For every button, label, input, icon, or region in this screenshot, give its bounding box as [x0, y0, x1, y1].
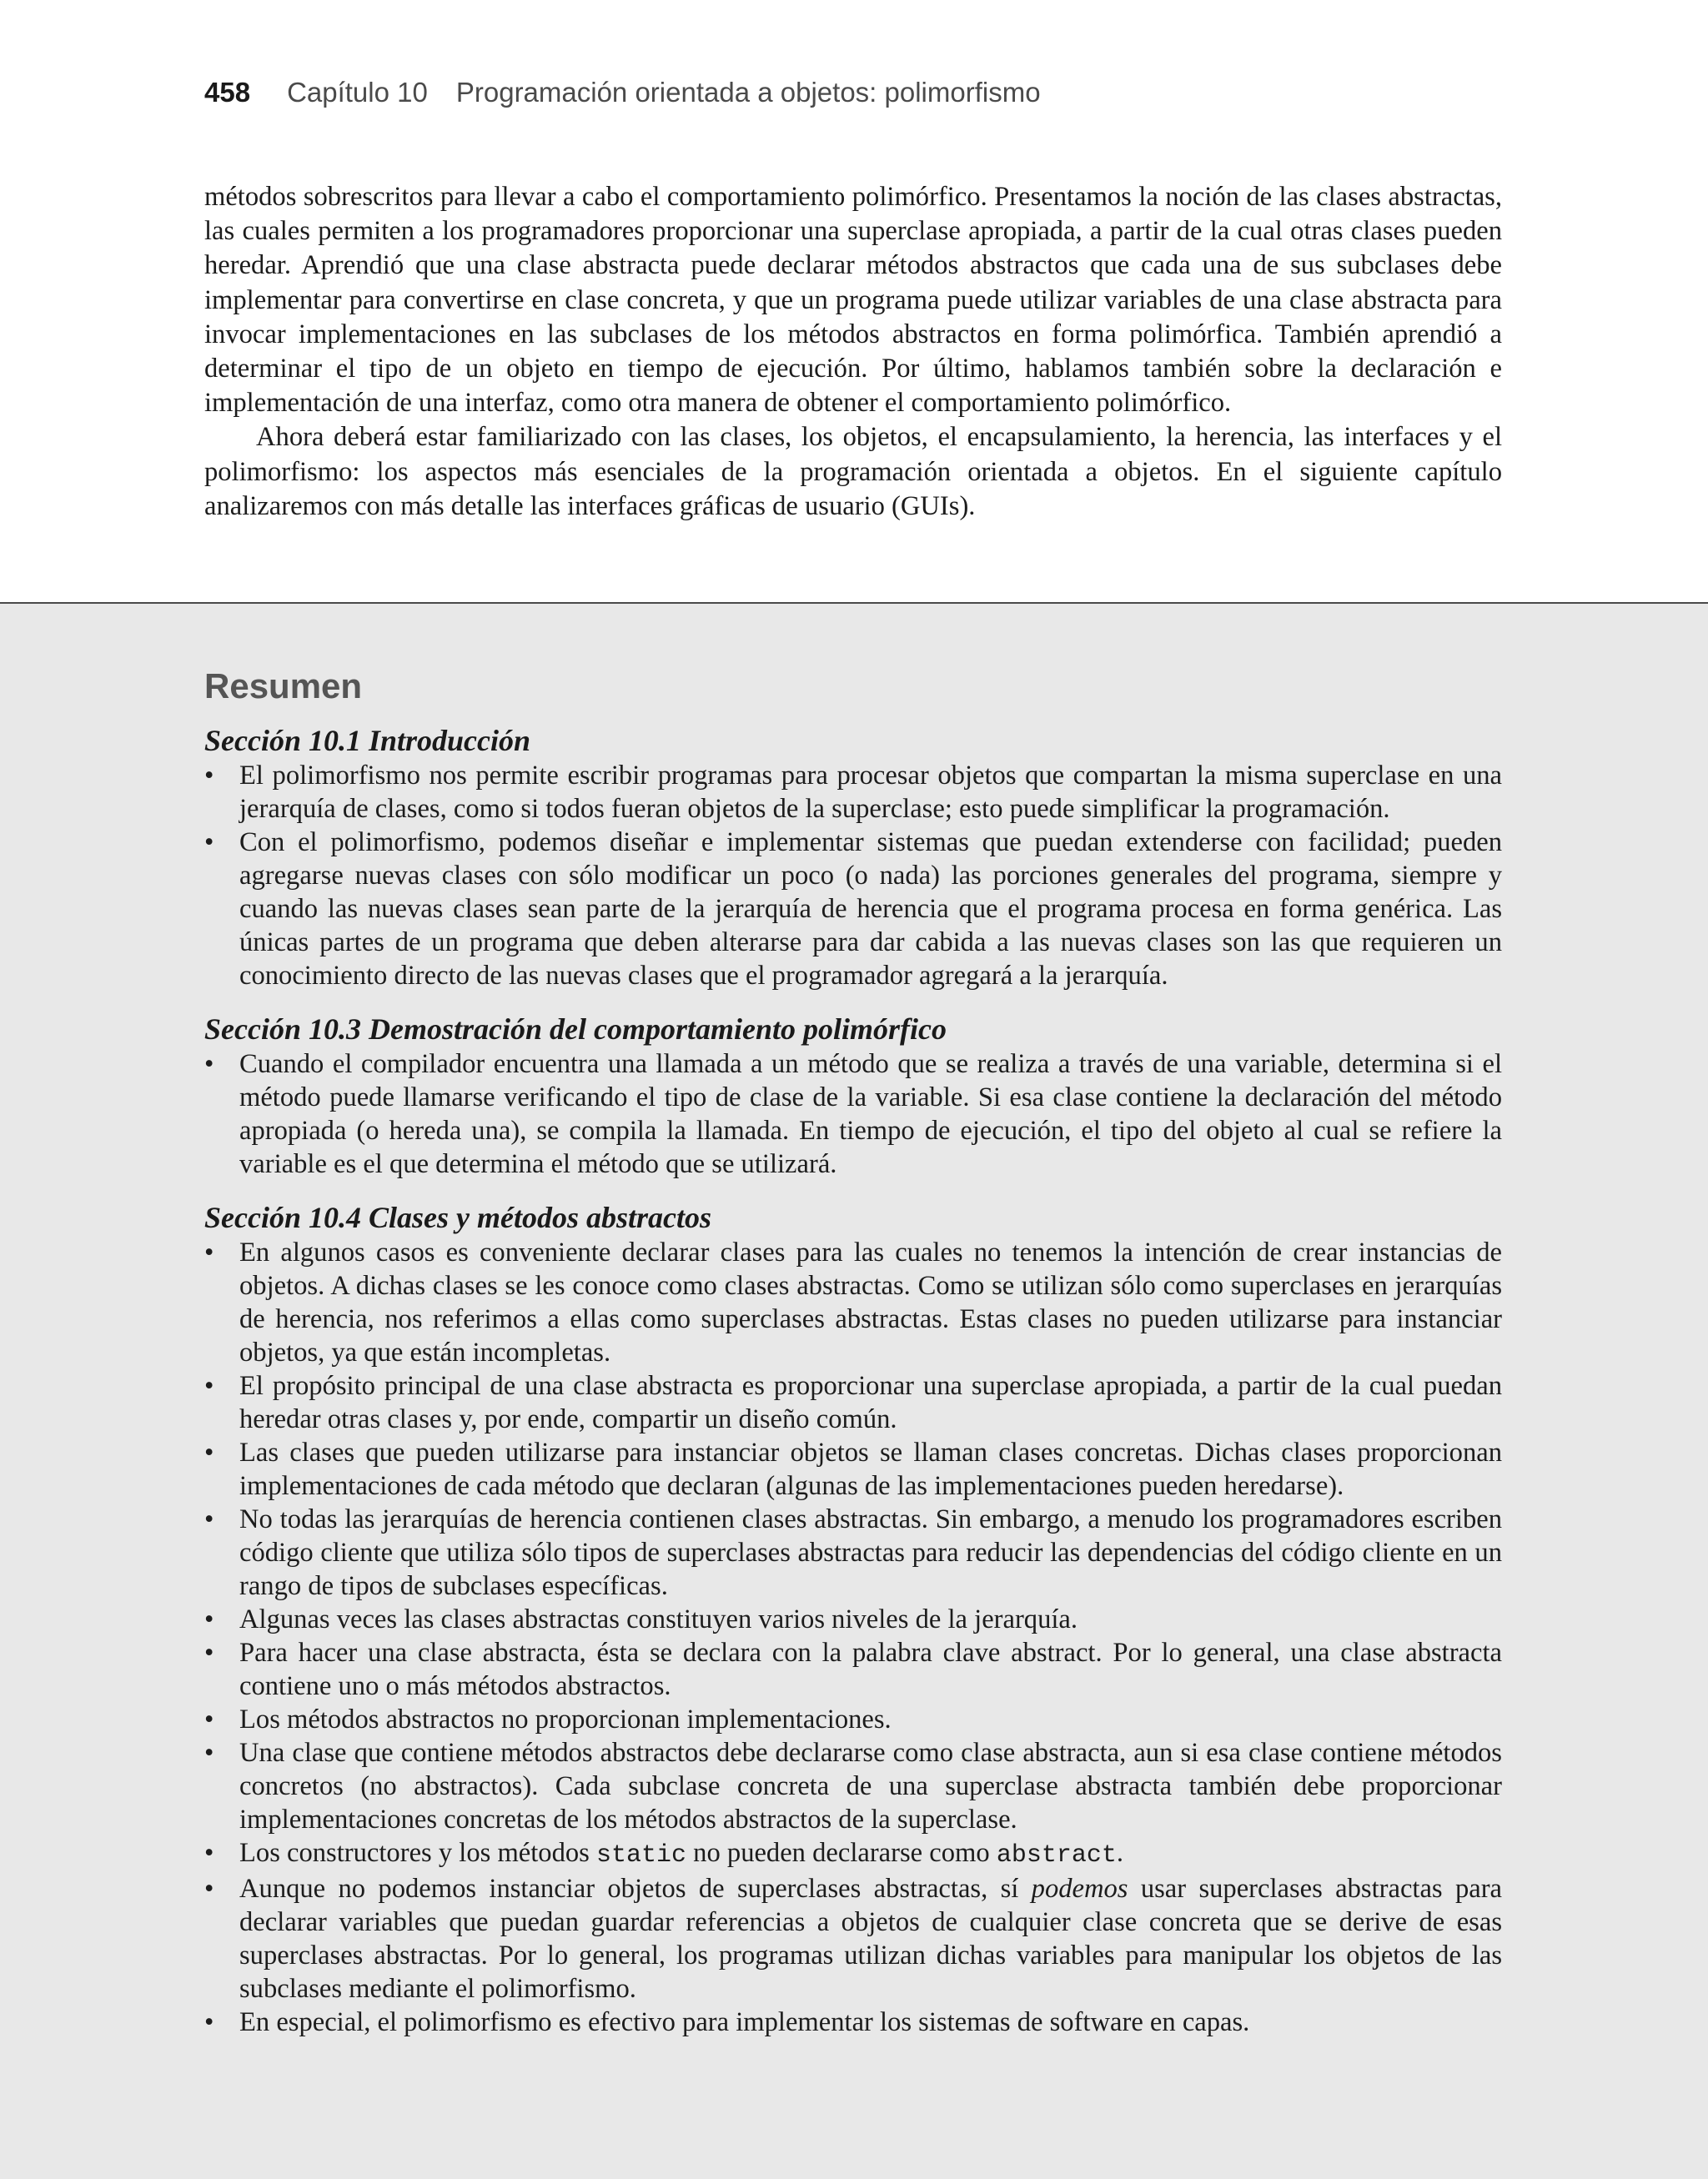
list-item: [204, 759, 1502, 826]
list-item: [204, 1636, 1502, 1703]
list-item-text: No todas las jerarquías de herencia contienen clases abstractas. Sin embargo, a menudo los programadores escriben código cliente que utiliza sólo tipos de superclases abstractas para reducir las dependencias del código cliente en un rango de tipos de subclases específicas.: [239, 1504, 1502, 1601]
bullet-list: [204, 1047, 1502, 1181]
list-item-text: El polimorfismo nos permite escribir programas para procesar objetos que compartan la misma superclase en una jerarquía de clases, como si todos fueran objetos de la superclase; esto puede simplificar la programación.: [239, 761, 1502, 824]
list-item: [204, 1603, 1502, 1636]
intro-text: [204, 180, 1502, 524]
bullet-icon: •: [204, 1049, 214, 1079]
text-run: usar superclases abstractas para declarar variables que puedan guardar referencias a objetos de cualquier clase concreta que se derive de esas superclases abstractas. Por lo general, los programas utilizan dichas variables para manipular los objetos de las subclases mediante el polimorfismo.: [239, 1874, 1502, 2004]
chapter-label: Capítulo 10: [287, 77, 428, 108]
code-keyword-static: static: [596, 1841, 687, 1870]
list-item-text: Para hacer una clase abstracta, ésta se declara con la palabra clave abstract. Por lo general, una clase abstracta contiene uno o más métodos abstractos.: [239, 1638, 1502, 1701]
list-item: [204, 1836, 1502, 1872]
bullet-icon: •: [204, 1838, 214, 1868]
list-item: [204, 1736, 1502, 1836]
list-item-text: [239, 1874, 1502, 2004]
running-header: [204, 77, 1041, 108]
list-item: [204, 1872, 1502, 2006]
list-item: [204, 826, 1502, 992]
bullet-icon: •: [204, 1238, 214, 1268]
list-item-text: Las clases que pueden utilizarse para instanciar objetos se llaman clases concretas. Dichas clases proporcionan implementaciones de cada método que declaran (algunas de las implementaciones pueden heredarse).: [239, 1438, 1502, 1501]
bullet-icon: •: [204, 827, 214, 857]
bullet-icon: •: [204, 1874, 214, 1904]
list-item-text: Una clase que contiene métodos abstractos debe declararse como clase abstracta, aun si esa clase contiene métodos concretos (no abstractos). Cada subclase concreta de una superclase abstracta también debe proporcionar implementaciones concretas de los métodos abstractos de la superclase.: [239, 1738, 1502, 1835]
intro-paragraph: métodos sobrescritos para llevar a cabo el comportamiento polimórfico. Presentamos la noción de las clases abstractas, las cuales permiten a los programadores proporcionar una superclase apropiada, a partir de la cual otras clases pueden heredar. Aprendió que una clase abstracta puede declarar métodos abstractos que cada una de sus subclases debe implementar para convertirse en clase concreta, y que un programa puede utilizar variables de una clase abstracta para invocar implementaciones en las subclases de los métodos abstractos en forma polimórfica. También aprendió a determinar el tipo de un objeto en tiempo de ejecución. Por último, hablamos también sobre la declaración e implementación de una interfaz, como otra manera de obtener el comportamiento polimórfico.: [204, 182, 1502, 419]
bullet-icon: •: [204, 1604, 214, 1634]
list-item-text: Con el polimorfismo, podemos diseñar e implementar sistemas que puedan extenderse con facilidad; pueden agregarse nuevas clases con sólo modificar un poco (o nada) las porciones generales del programa, siempre y cuando las nuevas clases sean parte de la jerarquía de herencia que el programa procesa en forma genérica. Las únicas partes de un programa que deben alterarse para dar cabida a las nuevas clases son las que requieren un conocimiento directo de las nuevas clases que el programador agregará a la jerarquía.: [239, 827, 1502, 991]
list-item: [204, 1047, 1502, 1181]
bullet-icon: •: [204, 1504, 214, 1534]
text-run: Los constructores y los métodos: [239, 1838, 596, 1868]
summary-content: [204, 664, 1502, 2039]
bullet-icon: •: [204, 2007, 214, 2037]
list-item-text: En algunos casos es conveniente declarar clases para las cuales no tenemos la intención de crear instancias de objetos. A dichas clases se les conoce como clases abstractas. Como se utilizan sólo como superclases en jerarquías de herencia, nos referimos a ellas como superclases abstractas. Estas clases no pueden utilizarse para instanciar objetos, ya que están incompletas.: [239, 1238, 1502, 1368]
text-run: .: [1116, 1838, 1123, 1868]
list-item: [204, 1503, 1502, 1603]
bullet-icon: •: [204, 1705, 214, 1735]
text-run: Aunque no podemos instanciar objetos de superclases abstractas, sí: [239, 1874, 1032, 1904]
list-item: [204, 1436, 1502, 1503]
list-item-text: El propósito principal de una clase abstracta es proporcionar una superclase apropiada, a partir de la cual puedan heredar otras clases y, por ende, compartir un diseño común.: [239, 1371, 1502, 1434]
bullet-icon: •: [204, 1638, 214, 1668]
code-keyword-abstract: abstract: [996, 1841, 1117, 1870]
bullet-icon: •: [204, 1438, 214, 1468]
summary-heading: Resumen: [204, 666, 363, 705]
bullet-list: [204, 759, 1502, 992]
list-item: [204, 2006, 1502, 2039]
summary-panel: [0, 602, 1708, 2179]
text-run: no pueden declararse como: [686, 1838, 997, 1868]
intro-paragraph: Ahora deberá estar familiarizado con las clases, los objetos, el encapsulamiento, la herencia, las interfaces y el polimorfismo: los aspectos más esenciales de la programación orientada a objetos. En el siguiente capítulo analizaremos con más detalle las interfaces gráficas de usuario (GUIs).: [204, 422, 1502, 521]
section-heading: Sección 10.1 Introducción: [204, 724, 531, 757]
list-item-text: Algunas veces las clases abstractas constituyen varios niveles de la jerarquía.: [239, 1604, 1078, 1634]
list-item-text: [239, 1838, 1123, 1868]
list-item-text: En especial, el polimorfismo es efectivo para implementar los sistemas de software en capas.: [239, 2007, 1250, 2037]
bullet-icon: •: [204, 761, 214, 791]
page-number: 458: [204, 77, 251, 108]
section-heading: Sección 10.4 Clases y métodos abstractos: [204, 1201, 711, 1234]
bullet-icon: •: [204, 1371, 214, 1401]
list-item: [204, 1236, 1502, 1369]
list-item-text: Cuando el compilador encuentra una llamada a un método que se realiza a través de una variable, determina si el método puede llamarse verificando el tipo de clase de la variable. Si esa clase contiene la declaración del método apropiada (o hereda una), se compila la llamada. En tiempo de ejecución, el tipo del objeto al cual se refiere la variable es el que determina el método que se utilizará.: [239, 1049, 1502, 1179]
list-item: [204, 1703, 1502, 1736]
emphasis-text: podemos: [1031, 1874, 1128, 1904]
bullet-icon: •: [204, 1738, 214, 1768]
bullet-list: [204, 1236, 1502, 2039]
list-item: [204, 1369, 1502, 1436]
chapter-title: Programación orientada a objetos: polimorfismo: [455, 77, 1041, 108]
list-item-text: Los métodos abstractos no proporcionan implementaciones.: [239, 1705, 892, 1735]
section-heading: Sección 10.3 Demostración del comportamiento polimórfico: [204, 1012, 947, 1046]
